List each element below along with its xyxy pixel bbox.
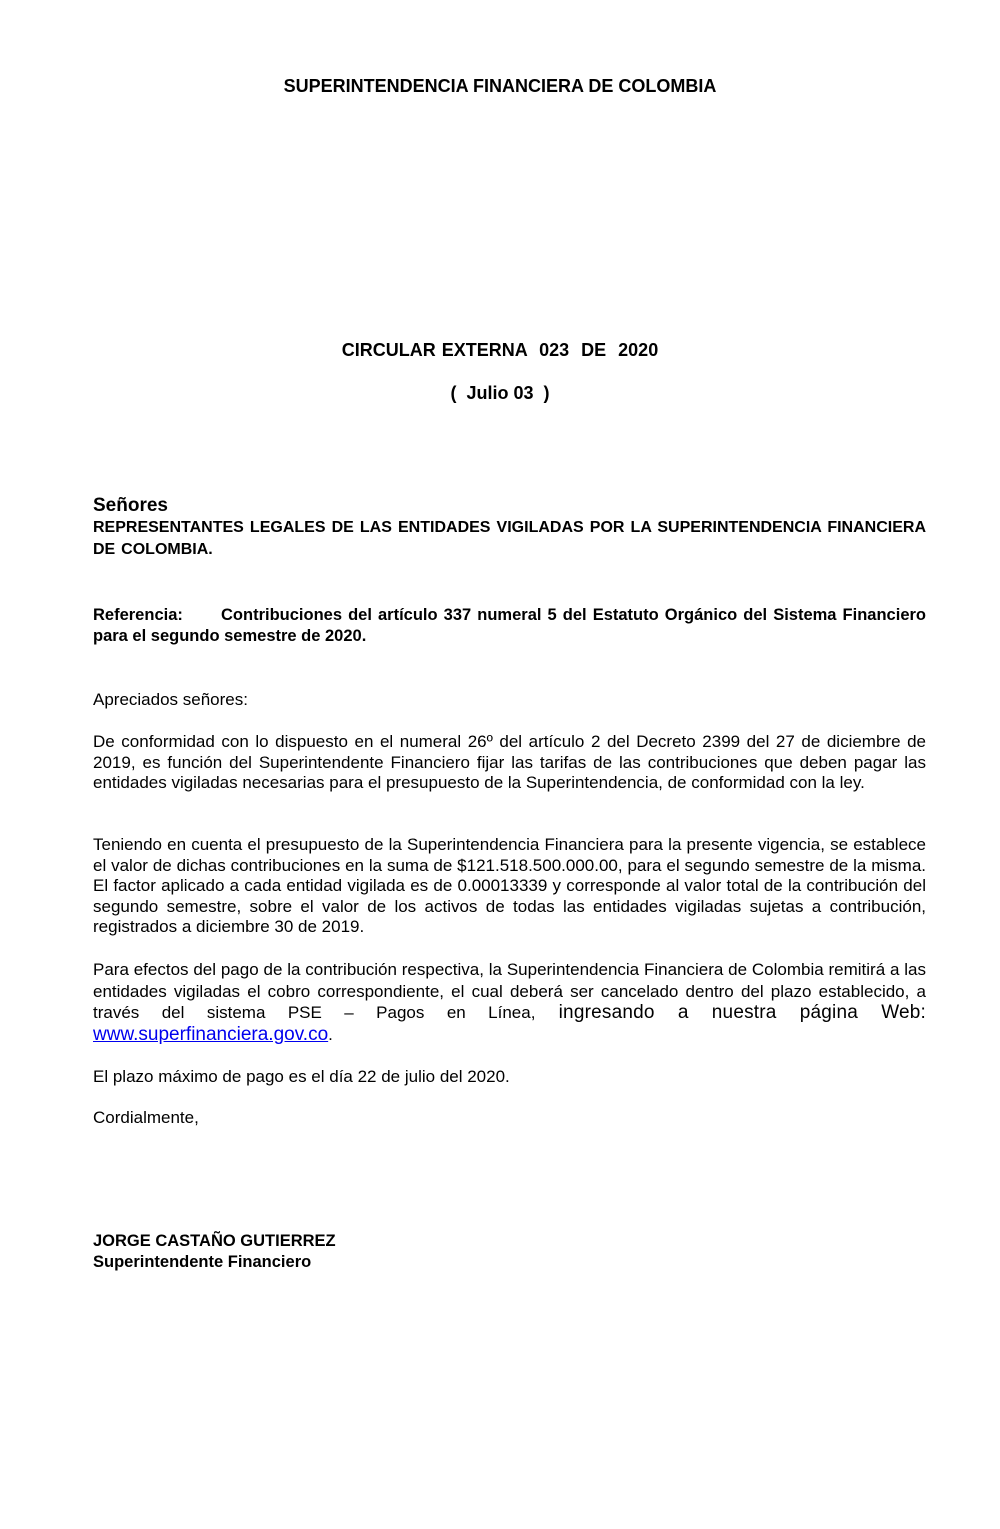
paragraph-3-text: Para efectos del pago de la contribución respectiva, la Superintendencia Financiera de Colombia remitirá a las entidades vigiladas el cobro correspondiente, el cual deberá ser cancelado dentro del plazo establecido, a través del sistema PSE – Pagos en Línea, <box>93 960 926 1022</box>
salutation-title: Señores <box>93 495 168 516</box>
website-link[interactable]: www.superfinanciera.gov.co <box>93 1023 329 1045</box>
reference-label: Referencia: <box>93 606 183 624</box>
greeting: Apreciados señores: <box>93 690 248 709</box>
paragraph-1: De conformidad con lo dispuesto en el numeral 26º del artículo 2 del Decreto 2399 del 27 de diciembre de 2019, es función del Superintendente Financiero fijar las tarifas de las contribuciones que deben pagar las entidades vigiladas necesarias para el presupuesto de la Superintendencia, de conformidad con la ley. <box>93 732 926 792</box>
circular-title: CIRCULAR EXTERNA 023 DE 2020 <box>341 340 659 360</box>
payment-deadline: El plazo máximo de pago es el día 22 de julio del 2020. <box>93 1067 510 1086</box>
signatory-position: Superintendente Financiero <box>93 1253 312 1271</box>
signatory-name: JORGE CASTAÑO GUTIERREZ <box>93 1232 336 1250</box>
paragraph-3 <box>93 959 926 1045</box>
circular-date: ( Julio 03 ) <box>450 383 550 403</box>
reference-block <box>93 605 926 647</box>
paragraph-2: Teniendo en cuenta el presupuesto de la Superintendencia Financiera para la presente vigencia, se establece el valor de dichas contribuciones en la suma de $121.518.500.000.00, para el segundo semestre de la misma. El factor aplicado a cada entidad vigilada es de 0.00013339 y corresponde al valor total de la contribución del segundo semestre, sobre el valor de los activos de todas las entidades vigiladas sujetas a contribución, registrados a diciembre 30 de 2019. <box>93 835 926 936</box>
paragraph-3-end: . <box>328 1024 333 1044</box>
reference-text: Contribuciones del artículo 337 numeral 5 del Estatuto Orgánico del Sistema Financiero para el segundo semestre de 2020. <box>93 606 926 645</box>
organization-header: SUPERINTENDENCIA FINANCIERA DE COLOMBIA <box>283 76 717 96</box>
recipients: REPRESENTANTES LEGALES DE LAS ENTIDADES VIGILADAS POR LA SUPERINTENDENCIA FINANCIERA DE COLOMBIA. <box>93 519 926 558</box>
paragraph-3-web: ingresando a nuestra página Web: <box>535 1002 926 1023</box>
closing: Cordialmente, <box>93 1108 199 1127</box>
